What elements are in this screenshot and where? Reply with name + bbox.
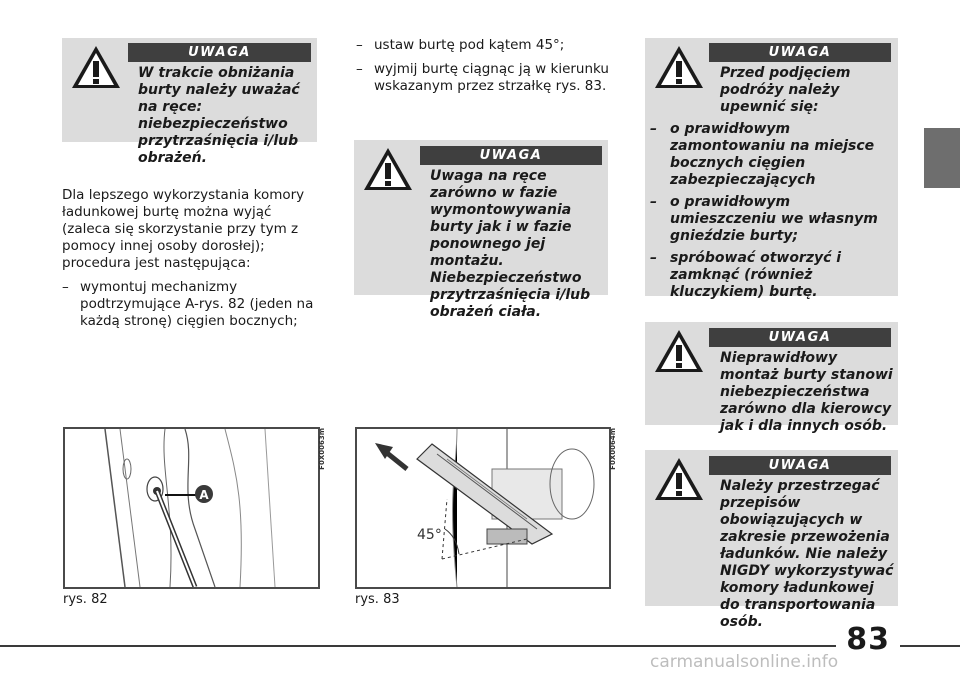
warning-heading: UWAGA bbox=[709, 456, 891, 475]
warning-heading: UWAGA bbox=[709, 43, 891, 62]
mechanism-illustration bbox=[65, 429, 318, 587]
footer-rule bbox=[0, 645, 960, 647]
warning-box-2 bbox=[354, 140, 608, 320]
figure-83 bbox=[355, 427, 611, 589]
instructions-left bbox=[62, 187, 324, 330]
warning-text: Należy przestrzegać przepisów obowiązujących w zakresie przewożenia ładunków. Nie należy NIGDY wykorzystywać komory ładunkowej do transportowania osób. bbox=[720, 478, 894, 630]
warning-heading: UWAGA bbox=[128, 43, 311, 62]
warning-text: Przed podjęciem podróży należy upewnić się: – o prawidłowym zamontowaniu na miejsce bocznych cięgien zabezpieczających – o prawidłowym umieszczeniu we własnym gnieździe burty; – spróbować otworzyć i zamknąć (również kluczykiem) burtę. bbox=[650, 65, 894, 301]
warning-box-3 bbox=[645, 38, 898, 300]
step-item: – wyjmij burtę ciągnąc ją w kierunku wskazanym przez strzałkę rys. 83. bbox=[356, 61, 609, 94]
intro-paragraph: Dla lepszego wykorzystania komory ładunkowej burtę można wyjąć (zaleca się skorzystanie przy tym z pomocy innej osoby dorosłej); procedura jest następująca: bbox=[62, 187, 305, 271]
warning-bullet: – spróbować otworzyć i zamknąć (również kluczykiem) burtę. bbox=[650, 250, 842, 300]
instructions-middle bbox=[356, 37, 618, 95]
figure-caption: rys. 83 bbox=[355, 592, 400, 607]
warning-box-4 bbox=[645, 322, 898, 434]
figure-82 bbox=[63, 427, 320, 589]
callout-label: A bbox=[199, 488, 209, 502]
figure-code: F0X0064m bbox=[609, 428, 617, 470]
warning-box-5 bbox=[645, 450, 898, 630]
tailgate-illustration bbox=[357, 429, 609, 587]
figure-code: F0X0063m bbox=[318, 428, 326, 470]
warning-bullet: – o prawidłowym zamontowaniu na miejsce bocznych cięgien zabezpieczających bbox=[650, 121, 875, 188]
section-tab bbox=[924, 128, 960, 188]
watermark: carmanualsonline.info bbox=[650, 652, 839, 672]
figure-caption: rys. 82 bbox=[63, 592, 108, 607]
warning-heading: UWAGA bbox=[420, 146, 602, 165]
warning-text: W trakcie obniżania burty należy uważać na ręce: niebezpieczeństwo przytrzaśnięcia i/lub obrażeń. bbox=[138, 65, 300, 166]
warning-bullet: – o prawidłowym umieszczeniu we własnym gnieździe burty; bbox=[650, 194, 878, 244]
warning-text: Nieprawidłowy montaż burty stanowi niebezpieczeństwa zarówno dla kierowcy jak i dla innych osób. bbox=[720, 350, 893, 434]
step-item: – ustaw burtę pod kątem 45°; bbox=[356, 37, 565, 53]
warning-box-1 bbox=[62, 38, 317, 166]
step-item: – wymontuj mechanizmy podtrzymujące A-rys. 82 (jeden na każdą stronę) cięgien bocznych; bbox=[62, 279, 314, 329]
warning-heading: UWAGA bbox=[709, 328, 891, 347]
page-number: 83 bbox=[836, 622, 900, 657]
warning-text: Uwaga na ręce zarówno w fazie wymontowywania burty jak i w fazie ponownego jej montażu. Niebezpieczeństwo przytrzaśnięcia i/lub obrażeń ciała. bbox=[430, 168, 591, 320]
angle-label: 45° bbox=[417, 527, 442, 543]
